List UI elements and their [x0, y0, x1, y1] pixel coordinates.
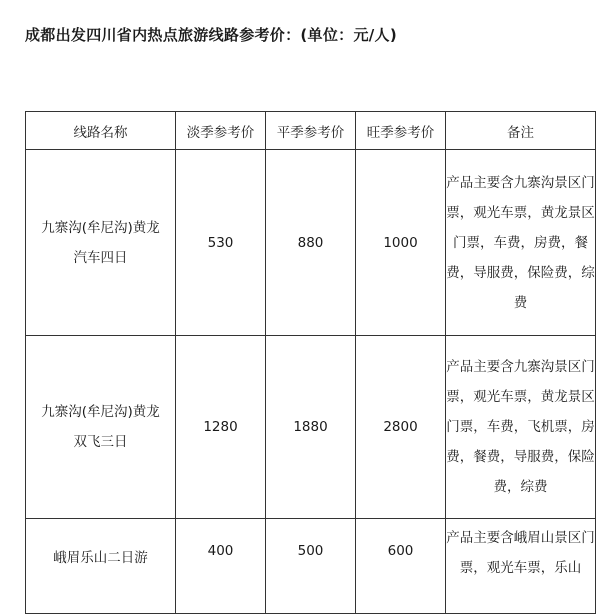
peak-season-price: 1000 [356, 150, 446, 336]
page-title: 成都出发四川省内热点旅游线路参考价：(单位：元/人) [25, 26, 397, 44]
table-header-row [26, 112, 596, 150]
mid-season-price: 880 [266, 150, 356, 336]
peak-season-price: 2800 [356, 336, 446, 519]
header-peak-season: 旺季参考价 [356, 112, 446, 150]
low-season-price: 530 [176, 150, 266, 336]
low-season-price: 400 [176, 519, 266, 614]
remarks-cell: 产品主要含峨眉山景区门票，观光车票，乐山 [446, 519, 596, 614]
route-name-cell [26, 150, 176, 336]
peak-season-price: 600 [356, 519, 446, 614]
header-low-season: 淡季参考价 [176, 112, 266, 150]
low-season-price: 1280 [176, 336, 266, 519]
remarks-cell: 产品主要含九寨沟景区门票，观光车票，黄龙景区门票，车费，飞机票，房费，餐费，导服费，保险费，综费 [446, 336, 596, 519]
remarks-cell: 产品主要含九寨沟景区门票，观光车票，黄龙景区门票，车费，房费，餐费，导服费，保险费，综费 [446, 150, 596, 336]
route-name-line: 九寨沟(牟尼沟)黄龙 [41, 404, 160, 420]
price-table [25, 111, 596, 614]
header-mid-season: 平季参考价 [266, 112, 356, 150]
mid-season-price: 1880 [266, 336, 356, 519]
table-row [26, 519, 596, 614]
route-name-line: 双飞三日 [73, 434, 128, 450]
header-route: 线路名称 [26, 112, 176, 150]
mid-season-price: 500 [266, 519, 356, 614]
table-row [26, 150, 596, 336]
route-name-line: 九寨沟(牟尼沟)黄龙 [41, 219, 160, 236]
route-name-cell [26, 336, 176, 519]
header-remarks: 备注 [446, 112, 596, 150]
route-name-line: 峨眉乐山二日游 [53, 550, 148, 566]
route-name-line: 汽车四日 [73, 249, 128, 266]
route-name-cell [26, 519, 176, 614]
table-row [26, 336, 596, 519]
